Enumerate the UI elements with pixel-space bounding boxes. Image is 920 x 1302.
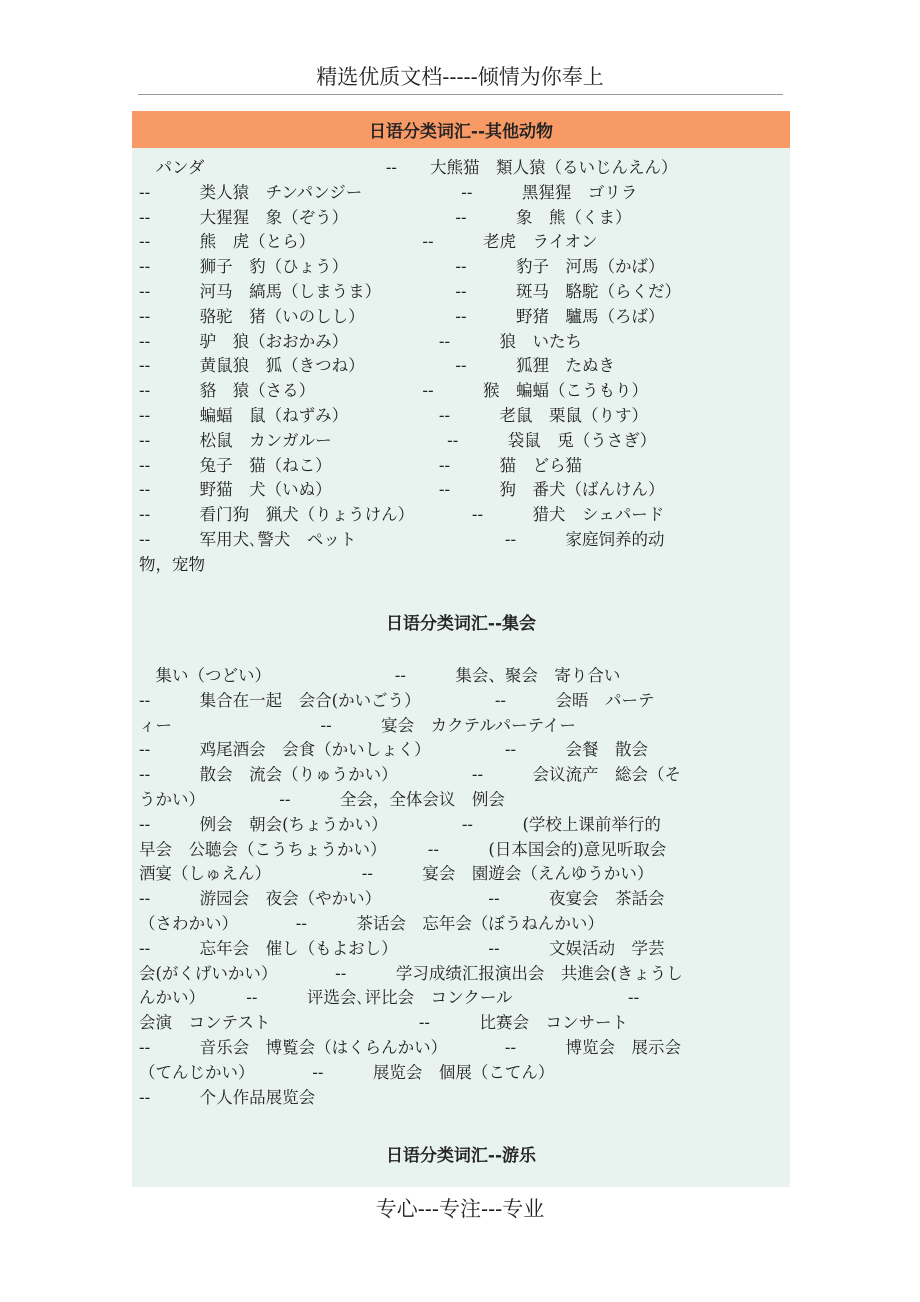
vocab-line: -- 野猫 犬（いぬ） -- 狗 番犬（ばんけん） (139, 480, 665, 500)
vocab-line: ィー -- 宴会 カクテルパーテイー (139, 715, 577, 735)
vocab-line: -- 驴 狼（おおかみ） -- 狼 いたち (139, 331, 583, 351)
vocab-line: -- 貉 猿（さる） -- 猴 蝙蝠（こうもり） (139, 381, 649, 401)
vocab-line: 物，宠物 (139, 554, 205, 574)
vocab-line: 会(がくげいかい） -- 学习成绩汇报演出会 共進会(きょうし (139, 963, 683, 983)
vocab-line: パンダ -- 大熊猫 類人猿（るいじんえん） (139, 158, 678, 177)
vocab-line: -- 大猩猩 象（ぞう） -- 象 熊（くま） (139, 207, 632, 227)
vocab-line: 集い（つどい） -- 集会、聚会 寄り合い (139, 666, 621, 685)
gatherings-vocab-list (139, 664, 784, 1110)
vocab-line: 酒宴（しゅえん） -- 宴会 園遊会（えんゆうかい） (139, 864, 654, 884)
vocab-line: -- 类人猿 チンパンジー -- 黑猩猩 ゴリラ (139, 182, 638, 202)
vocab-line: -- 骆驼 猪（いのしし） -- 野猪 驢馬（ろば） (139, 306, 665, 326)
vocab-line: 会演 コンテスト -- 比赛会 コンサート (139, 1013, 628, 1033)
vocab-line: -- 蝙蝠 鼠（ねずみ） -- 老鼠 栗鼠（りす） (139, 405, 649, 425)
vocab-line: -- 例会 朝会(ちょうかい） -- (学校上课前举行的 (139, 814, 661, 834)
vocab-line: -- 音乐会 博覧会（はくらんかい） -- 博览会 展示会 (139, 1037, 682, 1057)
animals-vocab-list (139, 156, 784, 578)
vocab-line: うかい） -- 全会，全体会议 例会 (139, 789, 505, 809)
vocab-line: （てんじかい） -- 展览会 個展（こてん） (139, 1062, 555, 1082)
vocab-line: -- 黄鼠狼 狐（きつね） -- 狐狸 たぬき (139, 356, 616, 376)
vocab-line: -- 河马 縞馬（しまうま） -- 斑马 駱駝（らくだ） (139, 281, 682, 301)
section-title-gatherings: 日语分类词汇--集会 (385, 614, 537, 634)
vocab-line: -- 看门狗 猟犬（りょうけん） -- 猎犬 シェパード (139, 505, 665, 525)
header-divider (138, 94, 783, 95)
vocab-line: -- 鸡尾酒会 会食（かいしょく） -- 会餐 散会 (139, 740, 649, 760)
vocab-line: -- 忘年会 催し（もよおし） -- 文娱活动 学芸 (139, 938, 665, 958)
section-title-recreation: 日语分类词汇--游乐 (385, 1146, 537, 1166)
vocab-line: -- 狮子 豹（ひょう） -- 豹子 河馬（かば） (139, 257, 665, 277)
vocab-line: -- 集合在一起 会合(かいごう） -- 会晤 パーテ (139, 690, 655, 710)
page-header: 精选优质文档-----倾情为你奉上 (316, 65, 604, 89)
section-title-animals: 日语分类词汇--其他动物 (132, 111, 790, 148)
vocab-line: -- 熊 虎（とら） -- 老虎 ライオン (139, 232, 598, 252)
vocab-line: 早会 公聴会（こうちょうかい） -- (日本国会的)意见听取会 (139, 839, 667, 859)
vocab-line: -- 散会 流会（りゅうかい） -- 会议流产 総会（そ (139, 765, 682, 785)
page-footer: 专心---专注---专业 (375, 1197, 545, 1221)
vocab-line: んかい） -- 评选会､评比会 コンクール -- (139, 988, 640, 1008)
vocab-line: -- 军用犬､警犬 ペット -- 家庭饲养的动 (139, 529, 665, 549)
vocab-line: （さわかい） -- 茶话会 忘年会（ぼうねんかい） (139, 913, 604, 933)
vocab-line: -- 兔子 猫（ねこ） -- 猫 どら猫 (139, 455, 583, 475)
vocab-line: -- 游园会 夜会（やかい） -- 夜宴会 茶話会 (139, 889, 665, 909)
vocab-line: -- 个人作品展览会 (139, 1087, 316, 1107)
vocab-line: -- 松鼠 カンガルー -- 袋鼠 兎（うさぎ） (139, 430, 657, 450)
